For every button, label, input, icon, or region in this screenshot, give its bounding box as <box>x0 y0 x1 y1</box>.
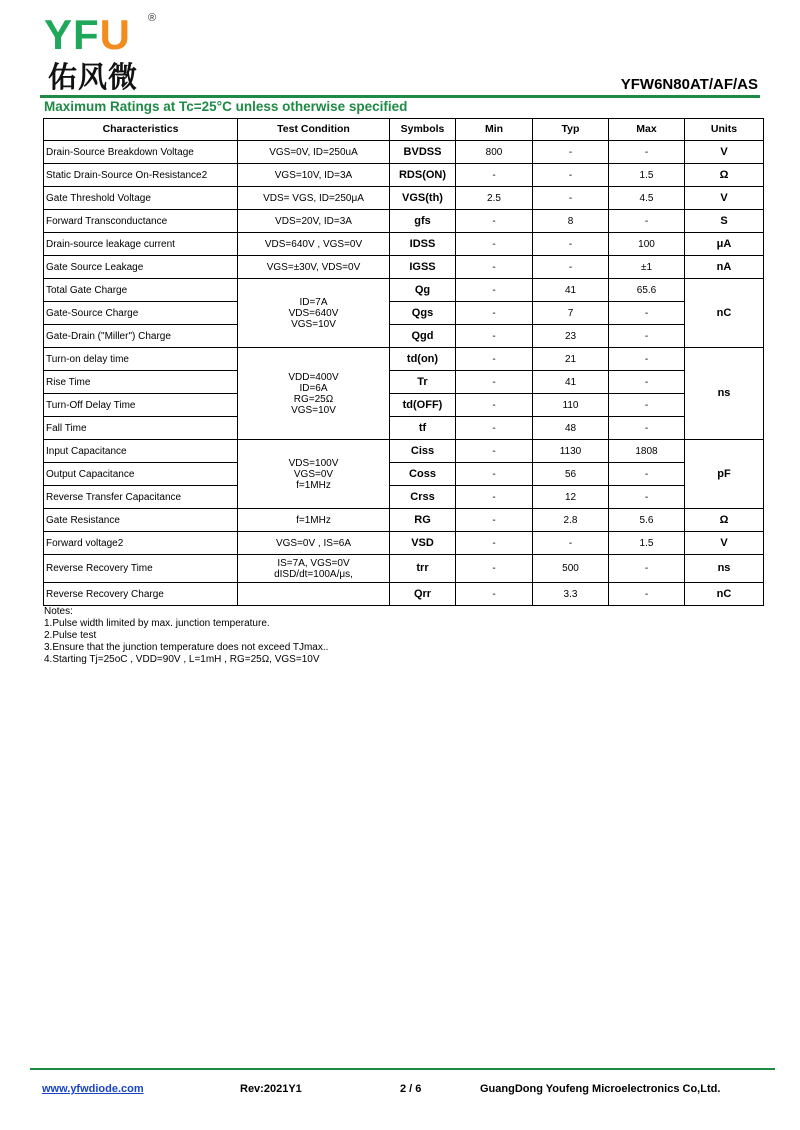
max-cell: 65.6 <box>609 279 685 302</box>
typ-cell: 56 <box>533 463 609 486</box>
test-condition-cell: VGS=±30V, VDS=0V <box>238 256 390 279</box>
max-cell: - <box>609 394 685 417</box>
revision: Rev:2021Y1 <box>240 1083 302 1095</box>
electrical-characteristics-table <box>43 118 764 606</box>
symbol-cell: Qgs <box>390 302 456 325</box>
company-name: GuangDong Youfeng Microelectronics Co,Ltd. <box>480 1083 721 1095</box>
symbol-cell: RG <box>390 509 456 532</box>
characteristic-cell: Reverse Transfer Capacitance <box>44 486 238 509</box>
symbol-cell: td(on) <box>390 348 456 371</box>
group-condition-line: RG=25Ω <box>293 393 334 405</box>
note-item: 4.Starting Tj=25oC , VDD=90V , L=1mH , RG=25Ω, VGS=10V <box>44 654 320 665</box>
group-condition-line: f=1MHz <box>296 479 331 491</box>
table-row <box>44 440 764 463</box>
typ-cell: 1130 <box>533 440 609 463</box>
characteristic-cell: Reverse Recovery Time <box>44 555 238 583</box>
symbol-cell: td(OFF) <box>390 394 456 417</box>
table-row <box>44 348 764 371</box>
typ-cell: 23 <box>533 325 609 348</box>
min-cell: - <box>456 325 533 348</box>
symbol-cell: IDSS <box>390 233 456 256</box>
logo-chinese-name: 佑风微 <box>48 60 139 94</box>
min-cell: - <box>456 256 533 279</box>
test-condition-cell: VGS=0V , IS=6A <box>238 532 390 555</box>
registered-mark: ® <box>148 12 157 24</box>
min-cell: - <box>456 555 533 583</box>
min-cell: - <box>456 417 533 440</box>
logo-letters <box>44 12 131 58</box>
symbol-cell: BVDSS <box>390 141 456 164</box>
min-cell: 2.5 <box>456 187 533 210</box>
test-condition-cell <box>238 583 390 606</box>
page-number: 2 / 6 <box>400 1083 422 1095</box>
table-row <box>44 233 764 256</box>
symbol-cell: Qgd <box>390 325 456 348</box>
table-row <box>44 583 764 606</box>
max-cell: - <box>609 210 685 233</box>
column-header: Min <box>456 119 533 141</box>
table-row <box>44 486 764 509</box>
logo-y: Y <box>44 11 74 58</box>
typ-cell: - <box>533 187 609 210</box>
unit-cell: V <box>685 187 764 210</box>
characteristic-cell: Output Capacitance <box>44 463 238 486</box>
characteristic-cell: Gate-Drain ("Miller") Charge <box>44 325 238 348</box>
test-condition-cell: VDS= VGS, ID=250μA <box>238 187 390 210</box>
min-cell: - <box>456 279 533 302</box>
column-header: Symbols <box>390 119 456 141</box>
min-cell: - <box>456 509 533 532</box>
test-condition-cell: VDS=20V, ID=3A <box>238 210 390 233</box>
header-divider <box>40 95 760 98</box>
condition-line: dISD/dt=100A/μs, <box>274 568 353 580</box>
characteristic-cell: Drain-Source Breakdown Voltage <box>44 141 238 164</box>
min-cell: - <box>456 532 533 555</box>
symbol-cell: Tr <box>390 371 456 394</box>
typ-cell: 110 <box>533 394 609 417</box>
notes <box>44 606 328 666</box>
max-cell: 5.6 <box>609 509 685 532</box>
table-row <box>44 394 764 417</box>
max-cell: - <box>609 583 685 606</box>
max-cell: 1.5 <box>609 164 685 187</box>
characteristic-cell: Gate Threshold Voltage <box>44 187 238 210</box>
max-cell: - <box>609 325 685 348</box>
column-header: Typ <box>533 119 609 141</box>
unit-cell: Ω <box>685 509 764 532</box>
min-cell: - <box>456 210 533 233</box>
min-cell: - <box>456 440 533 463</box>
typ-cell: 21 <box>533 348 609 371</box>
unit-cell: V <box>685 532 764 555</box>
group-unit: nC <box>685 279 764 348</box>
table-row <box>44 210 764 233</box>
unit-cell: ns <box>685 555 764 583</box>
table-row <box>44 256 764 279</box>
typ-cell: 500 <box>533 555 609 583</box>
group-test-condition <box>238 348 390 440</box>
symbol-cell: VGS(th) <box>390 187 456 210</box>
min-cell: - <box>456 583 533 606</box>
unit-cell: μA <box>685 233 764 256</box>
min-cell: - <box>456 164 533 187</box>
characteristic-cell: Turn-Off Delay Time <box>44 394 238 417</box>
part-number: YFW6N80AT/AF/AS <box>620 76 758 93</box>
test-condition-cell: VDS=640V , VGS=0V <box>238 233 390 256</box>
note-item: 2.Pulse test <box>44 630 97 641</box>
characteristic-cell: Rise Time <box>44 371 238 394</box>
table-row <box>44 302 764 325</box>
min-cell: 800 <box>456 141 533 164</box>
typ-cell: 41 <box>533 371 609 394</box>
characteristic-cell: Fall Time <box>44 417 238 440</box>
characteristic-cell: Gate Source Leakage <box>44 256 238 279</box>
website-link[interactable]: www.yfwdiode.com <box>42 1083 144 1095</box>
table-row <box>44 279 764 302</box>
unit-cell: Ω <box>685 164 764 187</box>
note-item: 1.Pulse width limited by max. junction temperature. <box>44 618 270 629</box>
typ-cell: - <box>533 532 609 555</box>
min-cell: - <box>456 348 533 371</box>
section-title: Maximum Ratings at Tc=25°C unless otherwise specified <box>44 99 408 114</box>
symbol-cell: Ciss <box>390 440 456 463</box>
characteristic-cell: Forward Transconductance <box>44 210 238 233</box>
symbol-cell: VSD <box>390 532 456 555</box>
typ-cell: - <box>533 164 609 187</box>
table-row <box>44 509 764 532</box>
characteristic-cell: Forward voltage2 <box>44 532 238 555</box>
typ-cell: 12 <box>533 486 609 509</box>
logo-f: F <box>73 11 100 58</box>
characteristic-cell: Input Capacitance <box>44 440 238 463</box>
test-condition-cell <box>238 555 390 583</box>
group-condition-line: VGS=10V <box>291 404 336 416</box>
typ-cell: 2.8 <box>533 509 609 532</box>
group-condition-line: VDS=100V <box>288 457 339 469</box>
table-row <box>44 141 764 164</box>
group-condition-line: VDD=400V <box>288 371 339 383</box>
max-cell: - <box>609 555 685 583</box>
unit-cell: nA <box>685 256 764 279</box>
symbol-cell: IGSS <box>390 256 456 279</box>
typ-cell: 3.3 <box>533 583 609 606</box>
column-header: Units <box>685 119 764 141</box>
symbol-cell: Coss <box>390 463 456 486</box>
symbol-cell: Qrr <box>390 583 456 606</box>
typ-cell: 41 <box>533 279 609 302</box>
min-cell: - <box>456 302 533 325</box>
unit-cell: nC <box>685 583 764 606</box>
typ-cell: 7 <box>533 302 609 325</box>
group-condition-line: ID=7A <box>299 296 328 308</box>
test-condition-cell: VGS=10V, ID=3A <box>238 164 390 187</box>
characteristic-cell: Static Drain-Source On-Resistance2 <box>44 164 238 187</box>
table-row <box>44 532 764 555</box>
min-cell: - <box>456 371 533 394</box>
column-header: Characteristics <box>44 119 238 141</box>
max-cell: - <box>609 141 685 164</box>
table-row <box>44 187 764 210</box>
max-cell: - <box>609 302 685 325</box>
note-item: 3.Ensure that the junction temperature does not exceed TJmax.. <box>44 642 329 653</box>
typ-cell: 48 <box>533 417 609 440</box>
notes-title: Notes: <box>44 606 73 617</box>
symbol-cell: Qg <box>390 279 456 302</box>
characteristic-cell: Gate Resistance <box>44 509 238 532</box>
typ-cell: - <box>533 233 609 256</box>
symbol-cell: Crss <box>390 486 456 509</box>
characteristic-cell: Total Gate Charge <box>44 279 238 302</box>
max-cell: 1.5 <box>609 532 685 555</box>
unit-cell: S <box>685 210 764 233</box>
condition-line: IS=7A, VGS=0V <box>277 557 350 569</box>
min-cell: - <box>456 233 533 256</box>
company-logo <box>44 12 169 96</box>
characteristic-cell: Turn-on delay time <box>44 348 238 371</box>
table-row <box>44 164 764 187</box>
characteristic-cell: Reverse Recovery Charge <box>44 583 238 606</box>
group-test-condition <box>238 279 390 348</box>
group-condition-line: VDS=640V <box>288 307 339 319</box>
logo-u: U <box>99 11 132 58</box>
max-cell: - <box>609 371 685 394</box>
unit-cell: V <box>685 141 764 164</box>
symbol-cell: tf <box>390 417 456 440</box>
max-cell: 4.5 <box>609 187 685 210</box>
table-row <box>44 463 764 486</box>
table-row <box>44 417 764 440</box>
max-cell: - <box>609 417 685 440</box>
characteristic-cell: Drain-source leakage current <box>44 233 238 256</box>
column-header: Max <box>609 119 685 141</box>
group-unit: ns <box>685 348 764 440</box>
symbol-cell: RDS(ON) <box>390 164 456 187</box>
typ-cell: - <box>533 141 609 164</box>
min-cell: - <box>456 394 533 417</box>
group-unit: pF <box>685 440 764 509</box>
max-cell: 100 <box>609 233 685 256</box>
symbol-cell: gfs <box>390 210 456 233</box>
group-condition-line: ID=6A <box>299 382 328 394</box>
table-row <box>44 325 764 348</box>
max-cell: - <box>609 486 685 509</box>
group-condition-line: VGS=0V <box>293 468 334 480</box>
group-condition-line: VGS=10V <box>291 318 336 330</box>
column-header: Test Condition <box>238 119 390 141</box>
group-test-condition <box>238 440 390 509</box>
min-cell: - <box>456 486 533 509</box>
table-header-row <box>44 119 764 141</box>
table-row <box>44 371 764 394</box>
min-cell: - <box>456 463 533 486</box>
table-row <box>44 555 764 583</box>
test-condition-cell: VGS=0V, ID=250uA <box>238 141 390 164</box>
max-cell: 1808 <box>609 440 685 463</box>
typ-cell: - <box>533 256 609 279</box>
max-cell: ±1 <box>609 256 685 279</box>
max-cell: - <box>609 348 685 371</box>
test-condition-cell: f=1MHz <box>238 509 390 532</box>
footer-divider <box>30 1068 775 1070</box>
characteristic-cell: Gate-Source Charge <box>44 302 238 325</box>
symbol-cell: trr <box>390 555 456 583</box>
max-cell: - <box>609 463 685 486</box>
typ-cell: 8 <box>533 210 609 233</box>
